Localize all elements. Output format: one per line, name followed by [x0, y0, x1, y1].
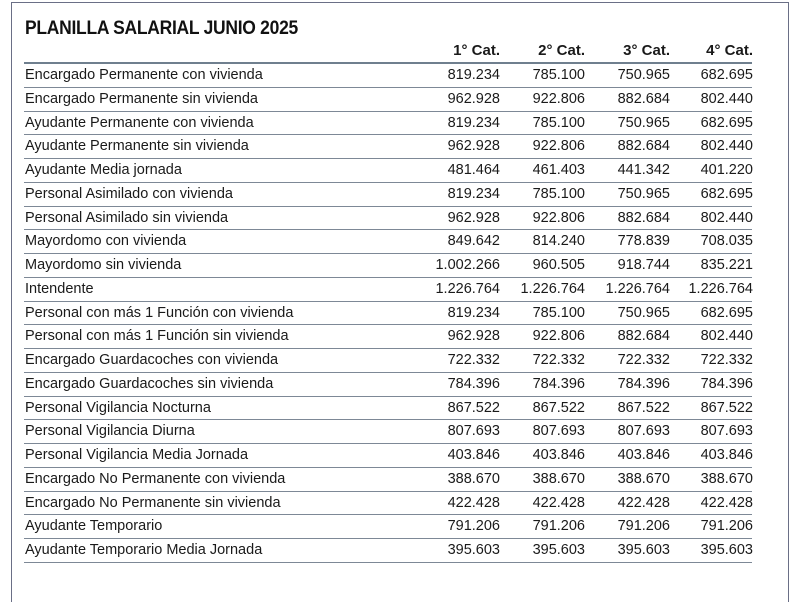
- cell-cat-4: 401.220: [700, 162, 753, 178]
- cell-cat-2: 403.846: [532, 447, 585, 463]
- cell-cat-4: 395.603: [700, 542, 753, 558]
- cell-cat-4: 722.332: [700, 352, 753, 368]
- cell-cat-1: 388.670: [447, 470, 500, 487]
- table-row: [24, 515, 752, 539]
- table-row: [24, 64, 752, 88]
- cell-cat-3: 882.684: [617, 90, 670, 107]
- table-body: [24, 64, 752, 563]
- row-label: Encargado Permanente con vivienda: [25, 67, 263, 83]
- cell-cat-4: 682.695: [700, 304, 753, 321]
- cell-cat-3: 791.206: [617, 518, 670, 535]
- row-label: Encargado Guardacoches con vivienda: [25, 352, 279, 368]
- cell-cat-2: 807.693: [532, 423, 585, 440]
- table-row: [24, 88, 752, 112]
- table-row: [24, 539, 752, 563]
- cell-cat-1: 962.928: [447, 328, 500, 345]
- cell-cat-2: 814.240: [532, 233, 585, 250]
- cell-cat-1: 722.332: [447, 352, 500, 368]
- cell-cat-3: 722.332: [617, 352, 670, 368]
- cell-cat-1: 784.396: [447, 375, 500, 392]
- row-label: Personal con más 1 Función con vivienda: [25, 304, 294, 321]
- cell-cat-1: 1.002.266: [435, 257, 500, 273]
- table-header: [24, 36, 752, 64]
- cell-cat-3: 750.965: [617, 67, 670, 83]
- cell-cat-2: 1.226.764: [520, 280, 585, 297]
- cell-cat-4: 403.846: [700, 447, 753, 463]
- cell-cat-1: 962.928: [447, 209, 500, 226]
- column-header-cat-3: 3° Cat.: [623, 42, 670, 59]
- cell-cat-4: 802.440: [700, 209, 753, 226]
- cell-cat-2: 922.806: [532, 90, 585, 107]
- cell-cat-1: 395.603: [447, 542, 500, 558]
- cell-cat-2: 785.100: [532, 304, 585, 321]
- cell-cat-4: 791.206: [700, 518, 753, 535]
- cell-cat-2: 922.806: [532, 138, 585, 155]
- cell-cat-2: 922.806: [532, 209, 585, 226]
- column-header-cat-2: 2° Cat.: [538, 42, 585, 59]
- cell-cat-1: 849.642: [447, 233, 500, 250]
- table-row: [24, 420, 752, 444]
- cell-cat-4: 682.695: [700, 67, 753, 83]
- cell-cat-3: 441.342: [617, 162, 670, 178]
- table-row: [24, 492, 752, 516]
- cell-cat-3: 750.965: [617, 114, 670, 131]
- column-header-cat-1: 1° Cat.: [453, 42, 500, 59]
- cell-cat-2: 785.100: [532, 114, 585, 131]
- cell-cat-3: 403.846: [617, 447, 670, 463]
- cell-cat-1: 403.846: [447, 447, 500, 463]
- page-title: PLANILLA SALARIAL JUNIO 2025: [25, 18, 298, 39]
- cell-cat-2: 867.522: [532, 399, 585, 416]
- cell-cat-2: 461.403: [532, 162, 585, 178]
- cell-cat-2: 784.396: [532, 375, 585, 392]
- cell-cat-1: 962.928: [447, 138, 500, 155]
- cell-cat-3: 918.744: [617, 257, 670, 273]
- cell-cat-4: 784.396: [700, 375, 753, 392]
- cell-cat-4: 802.440: [700, 138, 753, 155]
- cell-cat-3: 882.684: [617, 209, 670, 226]
- table-row: [24, 302, 752, 326]
- row-label: Ayudante Temporario: [25, 518, 163, 535]
- cell-cat-4: 802.440: [700, 328, 753, 345]
- cell-cat-1: 422.428: [447, 494, 500, 511]
- cell-cat-2: 922.806: [532, 328, 585, 345]
- cell-cat-1: 867.522: [447, 399, 500, 416]
- table-row: [24, 373, 752, 397]
- row-label: Ayudante Permanente sin vivienda: [25, 138, 249, 155]
- cell-cat-4: 708.035: [700, 233, 753, 250]
- cell-cat-3: 388.670: [617, 470, 670, 487]
- cell-cat-3: 422.428: [617, 494, 670, 511]
- row-label: Personal Vigilancia Media Jornada: [25, 447, 249, 463]
- cell-cat-3: 867.522: [617, 399, 670, 416]
- row-label: Encargado No Permanente con vivienda: [25, 470, 286, 487]
- cell-cat-1: 819.234: [447, 304, 500, 321]
- row-label: Intendente: [25, 280, 94, 297]
- table-row: [24, 278, 752, 302]
- row-label: Ayudante Media jornada: [25, 162, 182, 178]
- row-label: Personal Vigilancia Nocturna: [25, 399, 211, 416]
- cell-cat-4: 1.226.764: [688, 280, 753, 297]
- row-label: Personal Asimilado sin vivienda: [25, 209, 229, 226]
- table-row: [24, 444, 752, 468]
- cell-cat-2: 422.428: [532, 494, 585, 511]
- table-row: [24, 397, 752, 421]
- cell-cat-1: 819.234: [447, 67, 500, 83]
- cell-cat-4: 807.693: [700, 423, 753, 440]
- cell-cat-4: 835.221: [700, 257, 753, 273]
- cell-cat-1: 791.206: [447, 518, 500, 535]
- cell-cat-3: 784.396: [617, 375, 670, 392]
- cell-cat-3: 778.839: [617, 233, 670, 250]
- cell-cat-2: 791.206: [532, 518, 585, 535]
- row-label: Personal con más 1 Función sin vivienda: [25, 328, 289, 345]
- row-label: Personal Asimilado con vivienda: [25, 185, 233, 202]
- cell-cat-1: 481.464: [447, 162, 500, 178]
- cell-cat-3: 1.226.764: [605, 280, 670, 297]
- table-row: [24, 207, 752, 231]
- cell-cat-4: 802.440: [700, 90, 753, 107]
- cell-cat-1: 819.234: [447, 185, 500, 202]
- row-label: Encargado No Permanente sin vivienda: [25, 494, 281, 511]
- cell-cat-2: 395.603: [532, 542, 585, 558]
- cell-cat-2: 785.100: [532, 185, 585, 202]
- cell-cat-3: 807.693: [617, 423, 670, 440]
- cell-cat-3: 750.965: [617, 304, 670, 321]
- table-row: [24, 183, 752, 207]
- table-row: [24, 349, 752, 373]
- cell-cat-2: 722.332: [532, 352, 585, 368]
- table-row: [24, 468, 752, 492]
- row-label: Ayudante Temporario Media Jornada: [25, 542, 263, 558]
- cell-cat-2: 960.505: [532, 257, 585, 273]
- cell-cat-3: 750.965: [617, 185, 670, 202]
- cell-cat-3: 395.603: [617, 542, 670, 558]
- cell-cat-4: 867.522: [700, 399, 753, 416]
- table-row: [24, 230, 752, 254]
- cell-cat-3: 882.684: [617, 328, 670, 345]
- row-label: Ayudante Permanente con vivienda: [25, 114, 254, 131]
- table-row: [24, 112, 752, 136]
- cell-cat-4: 388.670: [700, 470, 753, 487]
- cell-cat-4: 422.428: [700, 494, 753, 511]
- cell-cat-1: 962.928: [447, 90, 500, 107]
- cell-cat-1: 807.693: [447, 423, 500, 440]
- cell-cat-4: 682.695: [700, 185, 753, 202]
- cell-cat-4: 682.695: [700, 114, 753, 131]
- cell-cat-1: 819.234: [447, 114, 500, 131]
- table-row: [24, 159, 752, 183]
- row-label: Personal Vigilancia Diurna: [25, 423, 195, 440]
- table-row: [24, 325, 752, 349]
- row-label: Encargado Guardacoches sin vivienda: [25, 375, 274, 392]
- table-row: [24, 254, 752, 278]
- row-label: Mayordomo sin vivienda: [25, 257, 182, 273]
- cell-cat-2: 785.100: [532, 67, 585, 83]
- row-label: Encargado Permanente sin vivienda: [25, 90, 258, 107]
- cell-cat-2: 388.670: [532, 470, 585, 487]
- column-header-cat-4: 4° Cat.: [706, 42, 753, 59]
- row-label: Mayordomo con vivienda: [25, 233, 187, 250]
- cell-cat-3: 882.684: [617, 138, 670, 155]
- cell-cat-1: 1.226.764: [435, 280, 500, 297]
- table-row: [24, 135, 752, 159]
